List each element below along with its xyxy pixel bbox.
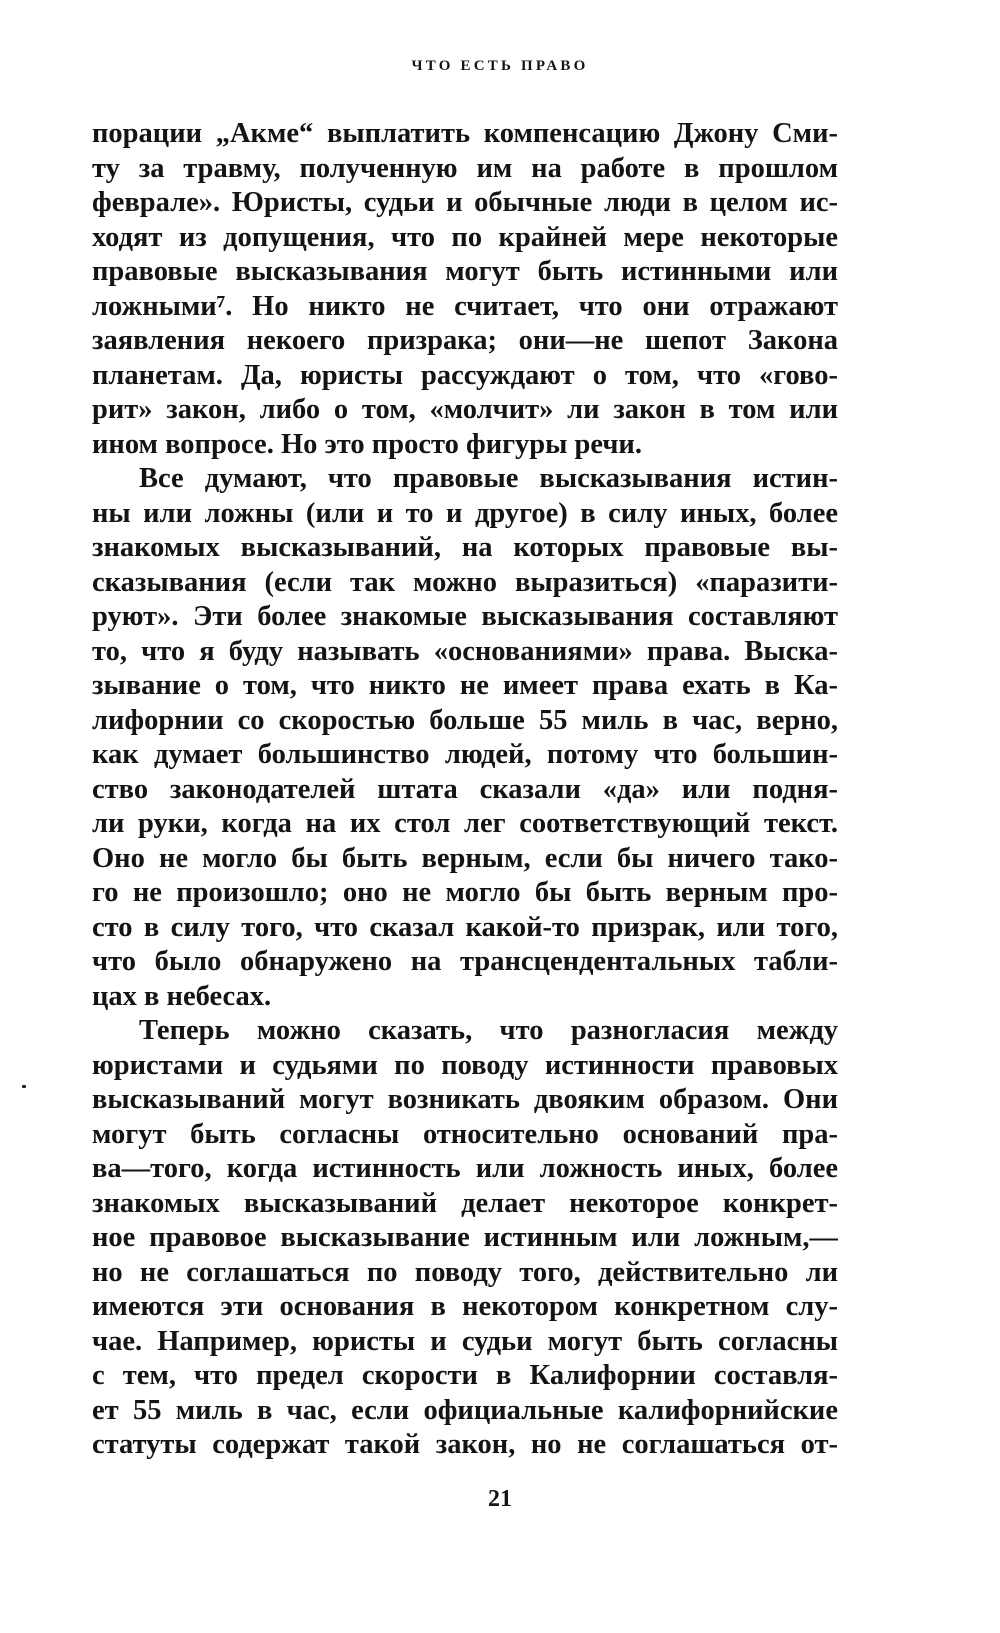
text-line: заявления некоего призрака; они—не шепот Закона — [92, 325, 838, 356]
text-line: чае. Например, юристы и судьи могут быть согласны — [92, 1326, 838, 1357]
scan-speck — [22, 1085, 26, 1088]
text-line: статуты содержат такой закон, но не соглашаться от- — [92, 1429, 838, 1460]
text-line: сказывания (если так можно выразиться) «паразити- — [92, 567, 838, 598]
text-line: имеются эти основания в некотором конкретном слу- — [92, 1291, 838, 1322]
text-line: ту за травму, полученную им на работе в прошлом — [92, 153, 838, 184]
text-line: как думает большинство людей, потому что большин- — [92, 739, 838, 770]
text-line: но не соглашаться по поводу того, действительно ли — [92, 1257, 838, 1288]
text-line: феврале». Юристы, судьи и обычные люди в целом ис- — [92, 187, 838, 218]
text-line: Теперь можно сказать, что разногласия между — [139, 1015, 838, 1046]
text-line: рит» закон, либо о том, «молчит» ли закон в том или — [92, 394, 838, 425]
text-line: порации „Акме“ выплатить компенсацию Джону Сми- — [92, 118, 838, 149]
text-line: могут быть согласны относительно оснований пра- — [92, 1119, 838, 1150]
text-line: ходят из допущения, что по крайней мере некоторые — [92, 222, 838, 253]
text-line: цах в небесах. — [92, 981, 272, 1012]
text-line: ет 55 миль в час, если официальные калифорнийские — [92, 1395, 838, 1426]
text-line: Оно не могло бы быть верным, если бы ничего тако- — [92, 843, 838, 874]
page-number: 21 — [488, 1486, 512, 1512]
text-line: планетам. Да, юристы рассуждают о том, что «гово- — [92, 360, 838, 391]
text-line: то, что я буду называть «основаниями» права. Выска- — [92, 636, 838, 667]
text-line: ное правовое высказывание истинным или ложным,— — [92, 1222, 838, 1253]
text-line: высказываний могут возникать двояким образом. Они — [92, 1084, 838, 1115]
text-line: ва—того, когда истинность или ложность иных, более — [92, 1153, 838, 1184]
text-line: правовые высказывания могут быть истинными или — [92, 256, 838, 287]
text-line: ство законодателей штата сказали «да» или подня- — [92, 774, 838, 805]
text-line: го не произошло; оно не могло бы быть верным про- — [92, 877, 838, 908]
running-head: ЧТО ЕСТЬ ПРАВО — [411, 58, 589, 74]
text-line: ложными⁷. Но никто не считает, что они отражают — [92, 291, 838, 322]
text-line: что было обнаружено на трансцендентальных табли- — [92, 946, 838, 977]
text-line: знакомых высказываний, на которых правовые вы- — [92, 532, 838, 563]
text-line: зывание о том, что никто не имеет права ехать в Ка- — [92, 670, 838, 701]
text-line: сто в силу того, что сказал какой-то призрак, или того, — [92, 912, 838, 943]
text-line: руют». Эти более знакомые высказывания составляют — [92, 601, 838, 632]
text-line: ли руки, когда на их стол лег соответствующий текст. — [92, 808, 838, 839]
text-line: с тем, что предел скорости в Калифорнии составля- — [92, 1360, 838, 1391]
text-line: ином вопросе. Но это просто фигуры речи. — [92, 429, 642, 460]
text-line: ны или ложны (или и то и другое) в силу иных, более — [92, 498, 838, 529]
text-line: Все думают, что правовые высказывания истин- — [139, 463, 838, 494]
text-line: лифорнии со скоростью больше 55 миль в час, верно, — [92, 705, 838, 736]
text-line: знакомых высказываний делает некоторое конкрет- — [92, 1188, 838, 1219]
text-line: юристами и судьями по поводу истинности правовых — [92, 1050, 838, 1081]
